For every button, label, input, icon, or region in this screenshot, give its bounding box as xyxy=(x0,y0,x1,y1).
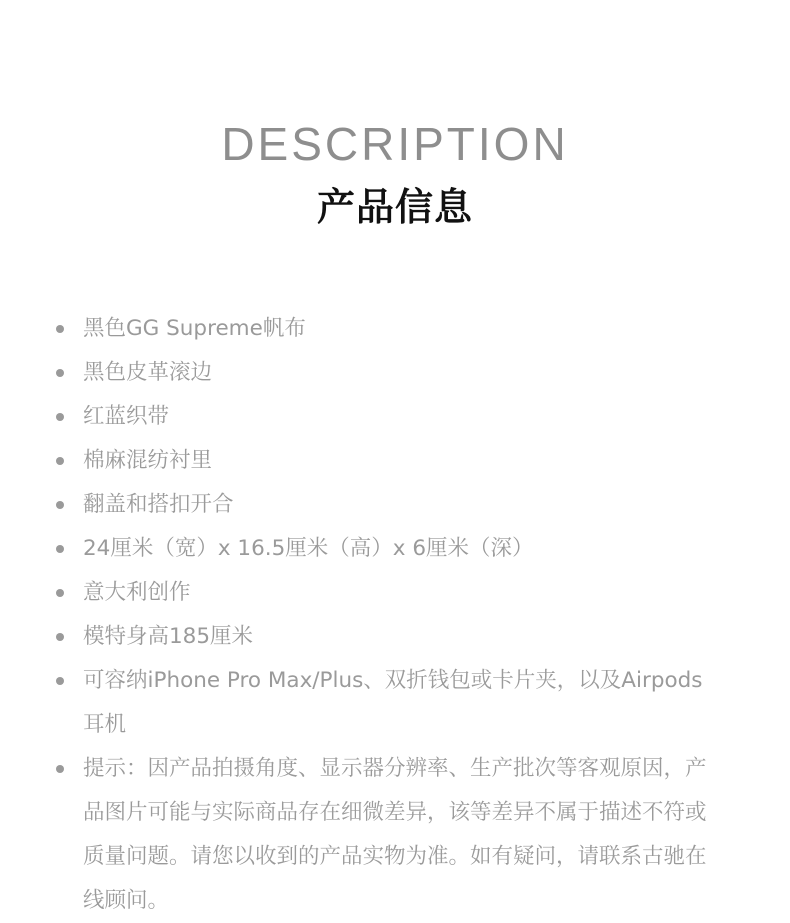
feature-item xyxy=(52,527,712,571)
feature-text: 红蓝织带 xyxy=(83,404,170,429)
section-title: 产品信息 xyxy=(316,185,473,229)
feature-item xyxy=(52,351,712,395)
feature-item xyxy=(52,307,712,351)
description-header xyxy=(0,116,790,232)
feature-item xyxy=(52,747,712,923)
bullet-icon xyxy=(56,413,64,421)
feature-item xyxy=(52,659,712,747)
product-features-list xyxy=(52,307,712,923)
bullet-icon xyxy=(56,589,64,597)
feature-text: 模特身高185厘米 xyxy=(83,624,254,649)
bullet-icon xyxy=(56,369,64,377)
bullet-icon xyxy=(56,325,64,333)
feature-text: 24厘米（宽）x 16.5厘米（高）x 6厘米（深） xyxy=(83,536,534,561)
feature-item xyxy=(52,571,712,615)
feature-item xyxy=(52,395,712,439)
feature-text: 翻盖和搭扣开合 xyxy=(83,492,234,517)
feature-text: 棉麻混纺衬里 xyxy=(83,448,213,473)
bullet-icon xyxy=(56,545,64,553)
feature-item xyxy=(52,483,712,527)
bullet-icon xyxy=(56,633,64,641)
bullet-icon xyxy=(56,677,64,685)
feature-text: 可容纳iPhone Pro Max/Plus、双折钱包或卡片夹，以及Airpods耳机 xyxy=(83,668,703,737)
section-eyebrow: DESCRIPTION xyxy=(221,118,569,170)
bullet-icon xyxy=(56,501,64,509)
feature-text: 黑色GG Supreme帆布 xyxy=(83,316,306,341)
feature-text: 提示：因产品拍摄角度、显示器分辨率、生产批次等客观原因，产品图片可能与实际商品存在细微差异，该等差异不属于描述不符或质量问题。请您以收到的产品实物为准。如有疑问，请联系古驰在线顾问。 xyxy=(83,756,707,913)
feature-text: 黑色皮革滚边 xyxy=(83,360,213,385)
bullet-icon xyxy=(56,765,64,773)
feature-item xyxy=(52,439,712,483)
feature-text: 意大利创作 xyxy=(83,580,191,605)
feature-item xyxy=(52,615,712,659)
bullet-icon xyxy=(56,457,64,465)
